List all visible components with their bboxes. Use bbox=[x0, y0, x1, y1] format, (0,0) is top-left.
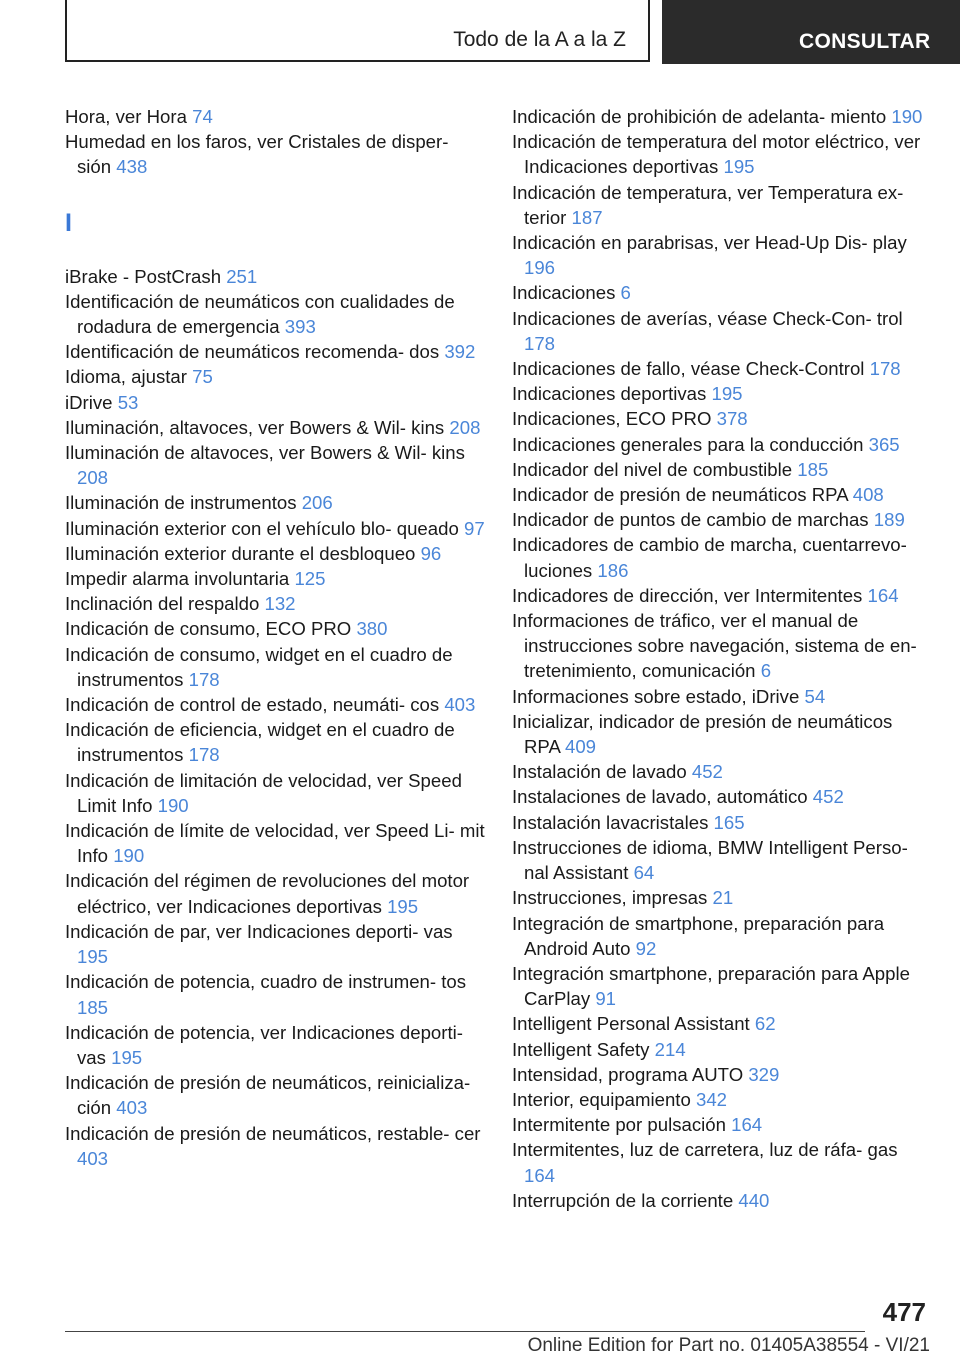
index-entry bbox=[512, 810, 932, 835]
index-entry bbox=[65, 390, 485, 415]
page-reference-link[interactable]: 214 bbox=[654, 1038, 686, 1060]
index-entry bbox=[65, 1070, 485, 1120]
index-entry-text: Inicializar, indicador de presión de neumáticos RPA bbox=[512, 710, 893, 758]
page-reference-link[interactable]: 178 bbox=[869, 358, 901, 380]
index-entry-text: iBrake - PostCrash bbox=[65, 265, 222, 287]
index-entry bbox=[512, 406, 932, 431]
index-entry-text: Interrupción de la corriente bbox=[512, 1189, 734, 1211]
index-entry bbox=[512, 784, 932, 809]
page-reference-link[interactable]: 75 bbox=[192, 366, 213, 388]
index-entry bbox=[65, 616, 485, 641]
page-reference-link[interactable]: 195 bbox=[723, 156, 755, 178]
index-entry bbox=[512, 1062, 932, 1087]
index-group-h bbox=[65, 104, 485, 180]
index-entry bbox=[512, 280, 932, 305]
index-entry bbox=[65, 969, 485, 1019]
index-entry bbox=[512, 356, 932, 381]
index-entry bbox=[512, 381, 932, 406]
index-entry-text: Intermitentes, luz de carretera, luz de ráfa‐ gas bbox=[512, 1139, 898, 1161]
page-reference-link[interactable]: 195 bbox=[711, 383, 743, 405]
page-reference-link[interactable]: 190 bbox=[891, 106, 923, 127]
index-entry-text: iDrive bbox=[65, 391, 113, 413]
index-entry-text: Indicación de potencia, cuadro de instrumen‐ tos bbox=[65, 971, 467, 993]
index-entry-text: Instrucciones de idioma, BMW Intelligent Perso‐ nal Assistant bbox=[512, 836, 908, 884]
index-entry bbox=[65, 516, 485, 541]
index-entry bbox=[65, 919, 485, 969]
index-entry-text: Informaciones de tráfico, ver el manual de instrucciones sobre navegación, sistema de en‐ tretenimiento, comunicación bbox=[512, 610, 917, 682]
page-reference-link[interactable]: 195 bbox=[387, 895, 419, 917]
index-entry-text: Indicación de límite de velocidad, ver Speed Li‐ mit Info bbox=[65, 820, 485, 867]
index-entry bbox=[512, 306, 932, 356]
index-entry-text: Indicadores de cambio de marcha, cuentarrevo‐ luciones bbox=[512, 534, 907, 581]
index-entry bbox=[512, 230, 932, 280]
index-entry bbox=[65, 1121, 485, 1171]
page-reference-link[interactable]: 393 bbox=[284, 316, 316, 338]
index-entry bbox=[65, 717, 485, 767]
index-entry bbox=[65, 541, 485, 566]
page-reference-link[interactable]: 409 bbox=[565, 736, 597, 758]
index-entry bbox=[512, 482, 932, 507]
page-reference-link[interactable]: 342 bbox=[696, 1088, 728, 1110]
index-letter-heading: I bbox=[65, 208, 72, 237]
index-entry bbox=[512, 835, 932, 885]
page-reference-link[interactable]: 178 bbox=[188, 668, 220, 690]
index-entry-text: Indicación de temperatura, ver Temperatura ex‐ terior bbox=[512, 181, 904, 228]
index-entry bbox=[65, 768, 485, 818]
index-entry-text: Inclinación del respaldo bbox=[65, 593, 260, 615]
index-entry-text: Indicación de eficiencia, widget en el cuadro de instrumentos bbox=[65, 719, 455, 766]
index-entry-text: Indicaciones, ECO PRO bbox=[512, 408, 712, 430]
index-entry-text: Iluminación de instrumentos bbox=[65, 492, 297, 514]
index-entry bbox=[65, 289, 485, 339]
page-reference-link[interactable]: 74 bbox=[192, 106, 213, 127]
index-entry-text: Indicaciones de fallo, véase Check-Control bbox=[512, 358, 865, 380]
index-entry bbox=[65, 490, 485, 515]
index-entry bbox=[512, 457, 932, 482]
index-entry-text: Iluminación exterior durante el desbloqueo bbox=[65, 542, 416, 564]
index-entry-text: Idioma, ajustar bbox=[65, 366, 187, 388]
page-reference-link[interactable]: 392 bbox=[444, 341, 476, 363]
index-entry-text: Indicador del nivel de combustible bbox=[512, 458, 793, 480]
index-entry-text: Indicaciones generales para la conducción bbox=[512, 433, 864, 455]
page-reference-link[interactable]: 438 bbox=[116, 156, 148, 178]
page-reference-link[interactable]: 186 bbox=[597, 559, 629, 581]
index-entry bbox=[512, 1037, 932, 1062]
footer-rule bbox=[65, 1331, 865, 1332]
index-entry-text: Indicación de potencia, ver Indicaciones deporti‐ vas bbox=[65, 1021, 463, 1068]
page-reference-link[interactable]: 251 bbox=[226, 265, 258, 287]
index-entry-text: Iluminación, altavoces, ver Bowers & Wil‐ kins bbox=[65, 416, 445, 438]
index-entry bbox=[65, 264, 485, 289]
index-entry-text: Impedir alarma involuntaria bbox=[65, 568, 290, 590]
page-reference-link[interactable]: 452 bbox=[691, 761, 723, 783]
index-column-right bbox=[512, 104, 932, 1213]
page-reference-link[interactable]: 132 bbox=[264, 593, 296, 615]
index-entry-text: Indicación de presión de neumáticos, reinicializa‐ ción bbox=[65, 1072, 471, 1119]
section-box bbox=[65, 0, 650, 62]
page-reference-link[interactable]: 164 bbox=[867, 584, 899, 606]
index-entry bbox=[65, 591, 485, 616]
page-reference-link[interactable]: 403 bbox=[77, 1147, 109, 1169]
page-reference-link[interactable]: 378 bbox=[716, 408, 748, 430]
index-column-left bbox=[65, 104, 485, 1171]
index-entry bbox=[512, 583, 932, 608]
index-group-i bbox=[65, 264, 485, 1171]
page-reference-link[interactable]: 196 bbox=[524, 257, 556, 279]
chapter-tab-label: CONSULTAR bbox=[799, 30, 931, 53]
index-entry-text: Integración de smartphone, preparación para Android Auto bbox=[512, 912, 885, 959]
index-entry-text: Integración smartphone, preparación para Apple CarPlay bbox=[512, 962, 910, 1010]
index-entry-text: Indicador de presión de neumáticos RPA bbox=[512, 484, 848, 506]
page-reference-link[interactable]: 92 bbox=[635, 937, 657, 959]
index-entry bbox=[512, 1087, 932, 1112]
index-entry-text: Indicación de par, ver Indicaciones deporti‐ vas bbox=[65, 920, 453, 942]
page-reference-link[interactable]: 125 bbox=[294, 568, 326, 590]
index-entry bbox=[65, 868, 485, 918]
index-entry bbox=[512, 961, 932, 1011]
page-reference-link[interactable]: 164 bbox=[524, 1164, 556, 1186]
page-reference-link[interactable]: 164 bbox=[731, 1114, 763, 1136]
index-entry bbox=[65, 364, 485, 389]
page-reference-link[interactable]: 178 bbox=[188, 744, 220, 766]
page-reference-link[interactable]: 329 bbox=[748, 1063, 780, 1085]
index-entry-text: Indicaciones deportivas bbox=[512, 383, 707, 405]
index-entry-text: Indicadores de dirección, ver Intermitentes bbox=[512, 584, 863, 606]
index-entry bbox=[512, 507, 932, 532]
page-reference-link[interactable]: 185 bbox=[77, 996, 109, 1018]
index-entry bbox=[512, 129, 932, 179]
index-entry-text: Instrucciones, impresas bbox=[512, 887, 708, 909]
index-entry-text: Indicaciones bbox=[512, 282, 616, 304]
page-header bbox=[0, 0, 960, 66]
edition-note: Online Edition for Part no. 01405A38554 - VI/21 bbox=[527, 1335, 930, 1356]
page-reference-link[interactable]: 190 bbox=[113, 845, 145, 867]
index-entry bbox=[512, 532, 932, 582]
page-reference-link[interactable]: 64 bbox=[633, 862, 655, 884]
index-entry bbox=[65, 440, 485, 490]
index-entry-text: Hora, ver Hora bbox=[65, 106, 187, 127]
index-entry bbox=[65, 129, 485, 179]
page-reference-link[interactable]: 208 bbox=[449, 416, 481, 438]
index-entry-text: Indicación de consumo, widget en el cuadro de instrumentos bbox=[65, 643, 453, 690]
index-entry bbox=[65, 566, 485, 591]
index-entry bbox=[512, 608, 932, 684]
index-entry-text: Indicaciones de averías, véase Check-Con‐ trol bbox=[512, 307, 903, 329]
page-reference-link[interactable]: 440 bbox=[738, 1189, 770, 1211]
page-reference-link[interactable]: 62 bbox=[754, 1013, 776, 1035]
index-entry bbox=[512, 911, 932, 961]
index-entry-text: Indicación de limitación de velocidad, ver Speed Limit Info bbox=[65, 769, 462, 816]
page-reference-link[interactable]: 190 bbox=[157, 794, 189, 816]
page-reference-link[interactable]: 185 bbox=[797, 458, 829, 480]
page-reference-link[interactable]: 53 bbox=[117, 391, 139, 413]
page-reference-link[interactable]: 96 bbox=[420, 542, 442, 564]
index-entry bbox=[512, 709, 932, 759]
index-entry-text: Indicación de consumo, ECO PRO bbox=[65, 618, 352, 640]
index-entry-text: Indicador de puntos de cambio de marchas bbox=[512, 509, 869, 531]
index-entry-text: Intensidad, programa AUTO bbox=[512, 1063, 744, 1085]
index-entry-text: Intelligent Personal Assistant bbox=[512, 1013, 750, 1035]
index-entry bbox=[65, 339, 485, 364]
page-number: 477 bbox=[882, 1297, 926, 1327]
section-title: Todo de la A a la Z bbox=[453, 28, 626, 51]
index-entry-text: Informaciones sobre estado, iDrive bbox=[512, 685, 800, 707]
page-reference-link[interactable]: 187 bbox=[571, 206, 603, 228]
index-entry bbox=[65, 818, 485, 868]
page-reference-link[interactable]: 195 bbox=[111, 1046, 143, 1068]
index-entry-text: Iluminación de altavoces, ver Bowers & Wil‐ kins bbox=[65, 442, 465, 464]
page-reference-link[interactable]: 403 bbox=[444, 694, 476, 716]
page-reference-link[interactable]: 208 bbox=[77, 467, 109, 489]
index-entry-text: Indicación de control de estado, neumáti‐ cos bbox=[65, 694, 440, 716]
index-entry bbox=[512, 759, 932, 784]
page-reference-link[interactable]: 165 bbox=[713, 811, 745, 833]
page-reference-link[interactable]: 21 bbox=[712, 887, 734, 909]
page-reference-link[interactable]: 403 bbox=[116, 1097, 148, 1119]
index-entry bbox=[65, 692, 485, 717]
index-entry-text: Indicación del régimen de revoluciones del motor eléctrico, ver Indicaciones deportivas bbox=[65, 870, 470, 917]
page-reference-link[interactable]: 408 bbox=[852, 484, 884, 506]
index-entry-text: Indicación de temperatura del motor eléctrico, ver Indicaciones deportivas bbox=[512, 131, 921, 178]
page-reference-link[interactable]: 6 bbox=[620, 282, 631, 304]
index-group-i-continued bbox=[512, 104, 932, 1213]
page-reference-link[interactable]: 452 bbox=[812, 786, 844, 808]
index-entry bbox=[512, 104, 932, 129]
index-entry-text: Iluminación exterior con el vehículo blo‐ queado bbox=[65, 517, 459, 539]
index-entry bbox=[512, 1011, 932, 1036]
index-entry-text: Interior, equipamiento bbox=[512, 1088, 691, 1110]
index-entry bbox=[512, 180, 932, 230]
index-entry bbox=[65, 104, 485, 129]
page-reference-link[interactable]: 97 bbox=[463, 517, 485, 539]
index-entry bbox=[65, 1020, 485, 1070]
index-entry-text: Instalación de lavado bbox=[512, 761, 687, 783]
index-entry-text: Identificación de neumáticos recomenda‐ dos bbox=[65, 341, 440, 363]
index-entry-text: Instalación lavacristales bbox=[512, 811, 709, 833]
index-entry-text: Indicación de presión de neumáticos, restable‐ cer bbox=[65, 1122, 481, 1144]
index-entry bbox=[512, 684, 932, 709]
page-reference-link[interactable]: 91 bbox=[595, 988, 616, 1010]
index-entry-text: Intermitente por pulsación bbox=[512, 1114, 726, 1136]
index-entry bbox=[512, 1112, 932, 1137]
page-reference-link[interactable]: 6 bbox=[760, 660, 772, 682]
index-entry-text: Instalaciones de lavado, automático bbox=[512, 786, 808, 808]
index-entry bbox=[512, 885, 932, 910]
index-entry bbox=[65, 642, 485, 692]
page-reference-link[interactable]: 365 bbox=[868, 433, 900, 455]
index-entry bbox=[512, 1137, 932, 1187]
index-entry-text: Indicación en parabrisas, ver Head-Up Dis‐ play bbox=[512, 232, 907, 254]
index-entry-text: Humedad en los faros, ver Cristales de disper‐ sión bbox=[65, 131, 449, 178]
index-entry-text: Indicación de prohibición de adelanta‐ miento bbox=[512, 106, 887, 127]
page-reference-link[interactable]: 178 bbox=[524, 332, 556, 354]
page-reference-link[interactable]: 206 bbox=[301, 492, 333, 514]
page-reference-link[interactable]: 195 bbox=[77, 946, 109, 968]
page-reference-link[interactable]: 380 bbox=[356, 618, 388, 640]
page-reference-link[interactable]: 54 bbox=[804, 685, 826, 707]
index-entry-text: Identificación de neumáticos con cualidades de rodadura de emergencia bbox=[65, 290, 455, 338]
chapter-tab bbox=[662, 0, 960, 64]
index-entry bbox=[512, 432, 932, 457]
index-entry bbox=[512, 1188, 932, 1213]
page-reference-link[interactable]: 189 bbox=[873, 509, 905, 531]
index-entry bbox=[65, 415, 485, 440]
index-entry-text: Intelligent Safety bbox=[512, 1038, 650, 1060]
